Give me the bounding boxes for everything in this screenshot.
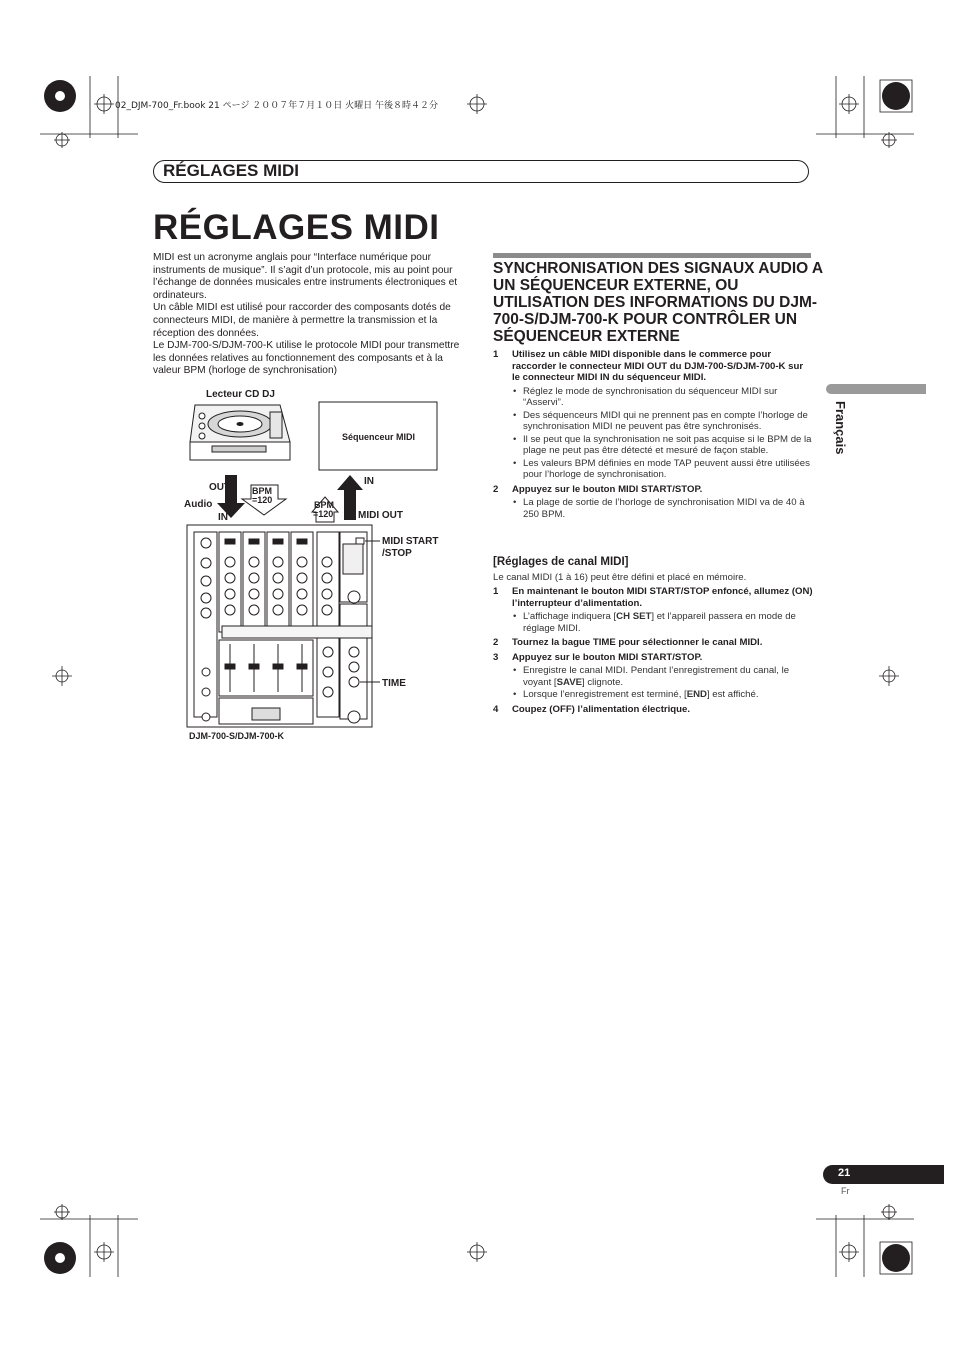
step-item: 2 Tournez la bague TIME pour sélectionner le canal MIDI.: [493, 637, 763, 648]
sync-steps: [493, 349, 813, 521]
intro-paragraph: MIDI est un acronyme anglais pour “Interface numérique pour instruments de musique”. Il s’agit d’un protocole, mis au point pour l’échange de données musicales entre instruments électroniques et ordinateurs.: [153, 252, 458, 301]
bullet-item: • L’affichage indiquera [CH SET] et l’appareil passera en mode de réglage MIDI.: [493, 611, 813, 634]
channel-steps: [493, 586, 813, 717]
sync-section-title: SYNCHRONISATION DES SIGNAUX AUDIO A UN SÉQUENCEUR EXTERNE, OU UTILISATION DES INFORMATIONS DU DJM-700-S/DJM-700-K POUR CONTRÔLER UN SÉQUENCEUR EXTERNE: [493, 260, 823, 345]
section-header: RÉGLAGES MIDI: [163, 161, 300, 180]
mixer-illustration: [187, 525, 372, 727]
midi-out-label: MIDI OUT: [358, 510, 403, 521]
midi-start-label: MIDI START: [382, 536, 439, 547]
out-label: OUT: [209, 482, 231, 493]
midi-stop-label: /STOP: [382, 548, 412, 559]
midi-start-stop-button: [356, 538, 364, 544]
bullet-item: • Enregistre le canal MIDI. Pendant l’enregistrement du canal, le voyant [SAVE] clignote.: [493, 665, 813, 688]
sequencer-label: Séquenceur MIDI: [342, 432, 416, 442]
bpm-right-value: =120: [313, 509, 334, 519]
bullet-item: • Il se peut que la synchronisation ne soit pas acquise si le BPM de la plage ne peut pas être détecté et mesuré de façon stable.: [493, 434, 813, 457]
step-item: 3 Appuyez sur le bouton MIDI START/STOP.: [493, 651, 703, 663]
bullet-item: • Lorsque l’enregistrement est terminé, [END] est affiché.: [493, 689, 813, 701]
bullet-item: • Réglez le mode de synchronisation du séquenceur MIDI sur “Asservi”.: [493, 386, 813, 409]
bpm-right-label: BPM: [314, 500, 334, 510]
intro-paragraph: Un câble MIDI est utilisé pour raccorder des composants dotés de connecteurs MIDI, de manière à permettre la transmission et la réception des données.: [153, 302, 451, 339]
step-item: 1 Utilisez un câble MIDI disponible dans le commerce pour raccorder le connecteur MIDI OUT du DJM-700-S/DJM-700-K sur le connecteur MIDI IN du séquenceur MIDI.: [493, 349, 804, 383]
cd-player-label: Lecteur CD DJ: [206, 389, 275, 400]
language-tab: [826, 384, 926, 394]
language-tab-label: Français: [833, 401, 848, 455]
channel-intro: Le canal MIDI (1 à 16) peut être défini et placé en mémoire.: [493, 572, 747, 583]
connection-diagram: [150, 382, 470, 747]
channel-section-title: [Réglages de canal MIDI]: [493, 556, 629, 568]
intro-paragraph: Le DJM-700-S/DJM-700-K utilise le protocole MIDI pour transmettre les données relatives au fonctionnement des composants et à la valeur BPM (horloge de synchronisation): [153, 340, 460, 377]
step-item: 2 Appuyez sur le bouton MIDI START/STOP.: [493, 483, 703, 495]
page-number: 21: [838, 1167, 851, 1179]
section-rule: [493, 253, 811, 258]
bullet-item: • Des séquenceurs MIDI qui ne prennent pas en compte l’horloge de synchronisation MIDI ne peuvent pas être synchronisés.: [493, 410, 813, 433]
step-item: 4 Coupez (OFF) l’alimentation électrique.: [493, 703, 691, 715]
bullet-item: • Les valeurs BPM définies en mode TAP peuvent aussi être utilisées pour l’horloge de synchronisation.: [493, 458, 813, 481]
page-language: Fr: [841, 1186, 850, 1196]
mixer-label: DJM-700-S/DJM-700-K: [189, 731, 285, 741]
bpm-left-value: =120: [252, 495, 273, 505]
book-file-header: 02_DJM-700_Fr.book 21 ページ ２００７年７月１０日 火曜日 午後８時４２分: [115, 101, 438, 111]
step-item: 1 En maintenant le bouton MIDI START/STOP enfoncé, allumez (ON) l’interrupteur d’alimentation.: [493, 586, 813, 609]
page-title: RÉGLAGES MIDI: [153, 208, 440, 247]
in-label-right: IN: [364, 476, 374, 487]
audio-label: Audio: [184, 499, 213, 510]
bpm-left-label: BPM: [252, 486, 272, 496]
cd-player-illustration: [190, 405, 290, 460]
bullet-item: • La plage de sortie de l’horloge de synchronisation MIDI va de 40 à 250 BPM.: [493, 497, 813, 520]
intro-text: [153, 252, 473, 378]
in-label-left: IN: [218, 512, 228, 523]
time-label: TIME: [382, 678, 406, 689]
